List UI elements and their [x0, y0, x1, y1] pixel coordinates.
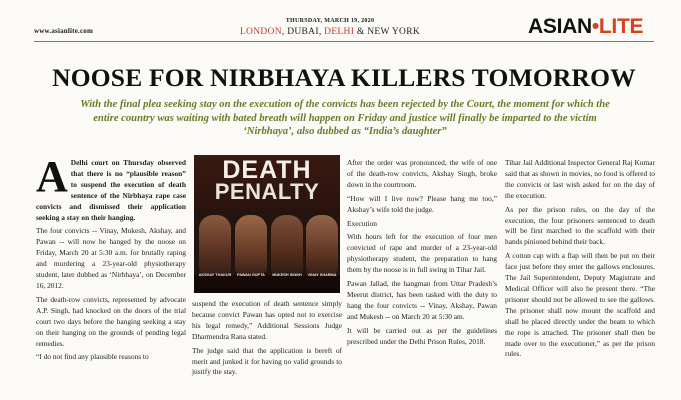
body-paragraph: “I do not find any plausible reasons to: [36, 352, 149, 362]
article-column-4: [505, 158, 655, 363]
convict-name-label: VINAY SHARMA: [307, 273, 337, 277]
dateline: THURSDAY, MARCH 19, 2020: [285, 18, 375, 24]
edition-city: &: [354, 27, 368, 37]
article-column-2: [192, 299, 342, 381]
convict-name-label: MUKESH SINGH: [272, 273, 302, 277]
article-subheadline: With the final plea seeking stay on the execution of the convicts has been rejected by the Court, the moment for which the entire country was waiting with bated breath will happen on Friday and justice will finally be imparted to the victim ‘Nirbhaya’, also dubbed as “India’s daughter”: [80, 99, 610, 137]
site-url-link[interactable]: www.asianlite.com: [34, 27, 94, 35]
edition-city: ,: [281, 27, 288, 37]
convict-name-label: PAWAN GUPTA: [237, 273, 265, 277]
body-paragraph: The judge said that the application is bereft of merit and junked it for having no valid grounds to justify the stay.: [192, 345, 342, 377]
logo-part-lite: •LITE: [591, 15, 644, 38]
body-paragraph: With hours left for the execution of four men convicted of rape and murder of a 23-year-old physiotherapy student, the preparation to hang them by the noose is in full swing in Tihar Jail.: [347, 232, 497, 275]
masthead-divider: [34, 41, 654, 42]
photo-title-penalty: PENALTY: [214, 179, 320, 204]
death-penalty-photo: [194, 155, 340, 293]
edition-city: DUBAI: [287, 27, 319, 37]
lede-paragraph: [36, 152, 186, 223]
body-paragraph: The four convicts -- Vinay, Mukesh, Akshay, and Pawan -- will now be hanged by the noose on Friday, March 20 at 5:30 a.m. for brutally raping and murdering a 23-year-old physiotherapy student, later dubbed as ‘Nirbhaya’, on December 16, 2012.: [36, 226, 186, 290]
article-column-1: [36, 152, 186, 366]
convict-portrait: [235, 215, 267, 273]
body-paragraph: suspend the execution of death sentence simply because convict Pawan has opted not to exercise his legal remedy,” Additional Sessions Judge Dharmendra Rana stated.: [192, 299, 342, 341]
photo-title-death: DEATH: [222, 156, 312, 184]
lede-text: Delhi court on Thursday observed that there is no “plausible reason” to suspend the execution of death sentence of the Nirbhaya rape case convicts and dismissed their application seeking a stay on their hanging.: [36, 158, 186, 222]
body-paragraph: “How will I live now? Please hang me too,” Akshay’s wife told the judge.: [347, 193, 497, 214]
convict-name-label: AKSHAY THAKUR: [198, 273, 232, 277]
drop-cap: A: [36, 152, 68, 201]
edition-city: ,: [318, 27, 325, 37]
convict-portrait: [306, 215, 338, 273]
body-paragraph: Pawan Jallad, the hangman from Uttar Pradesh’s Meerut district, has been tasked with the duty to hang the four convicts -- Vinay, Akshay, Pawan and Mukesh -- on March 20 at 5:30 am.: [347, 279, 497, 321]
body-paragraph: Tihar Jail Additional Inspector General Raj Kumar said that as shown in movies, no food is offered to the convicts or last wish asked for on the day of the execution.: [505, 158, 655, 200]
convict-portrait: [271, 215, 303, 273]
article-headline: NOOSE FOR NIRBHAYA KILLERS TOMORROW: [52, 63, 636, 92]
convict-portrait: [199, 215, 231, 273]
edition-city: NEW YORK: [367, 27, 421, 37]
body-paragraph: As per the prison rules, on the day of the execution, the four prisoners sentenced to death will be first marched to the scaffold with their hands pinioned behind their back.: [505, 204, 655, 247]
photo-title: [194, 156, 340, 204]
body-paragraph: A cotton cap with a flap will then be put on their face just before they enter the gallows enclosures. The Jail Superintendent, Deputy Magistrate and Medical Officer will also be present there. “The prisoner should not be allowed to see the gallows. The prisoner shall now mount the scaffold and shall be placed directly under the beam to which the rope is attached. The prisoner shall then be made over to the executioner,” as per the prison rules.: [505, 251, 655, 359]
edition-city: LONDON: [239, 27, 282, 37]
edition-city: DELHI: [324, 27, 355, 37]
brand-logo[interactable]: [528, 15, 653, 39]
edition-cities: [200, 27, 460, 37]
logo-part-asian: ASIAN: [528, 15, 592, 38]
body-paragraph: The death-row convicts, represented by advocate A.P. Singh, had knocked on the doors of the trial court two days before the hanging seeking a stay on their hanging on the grounds of pending legal remedies.: [36, 294, 186, 348]
article-column-3: [347, 158, 497, 351]
section-subheading: Execution: [347, 218, 377, 228]
body-paragraph: It will be carried out as per the guidelines prescribed under the Delhi Prison Rules, 2018.: [347, 325, 497, 346]
body-paragraph: After the order was pronounced, the wife of one of the death-row convicts, Akshay Singh, broke down in the courtroom.: [347, 158, 497, 189]
